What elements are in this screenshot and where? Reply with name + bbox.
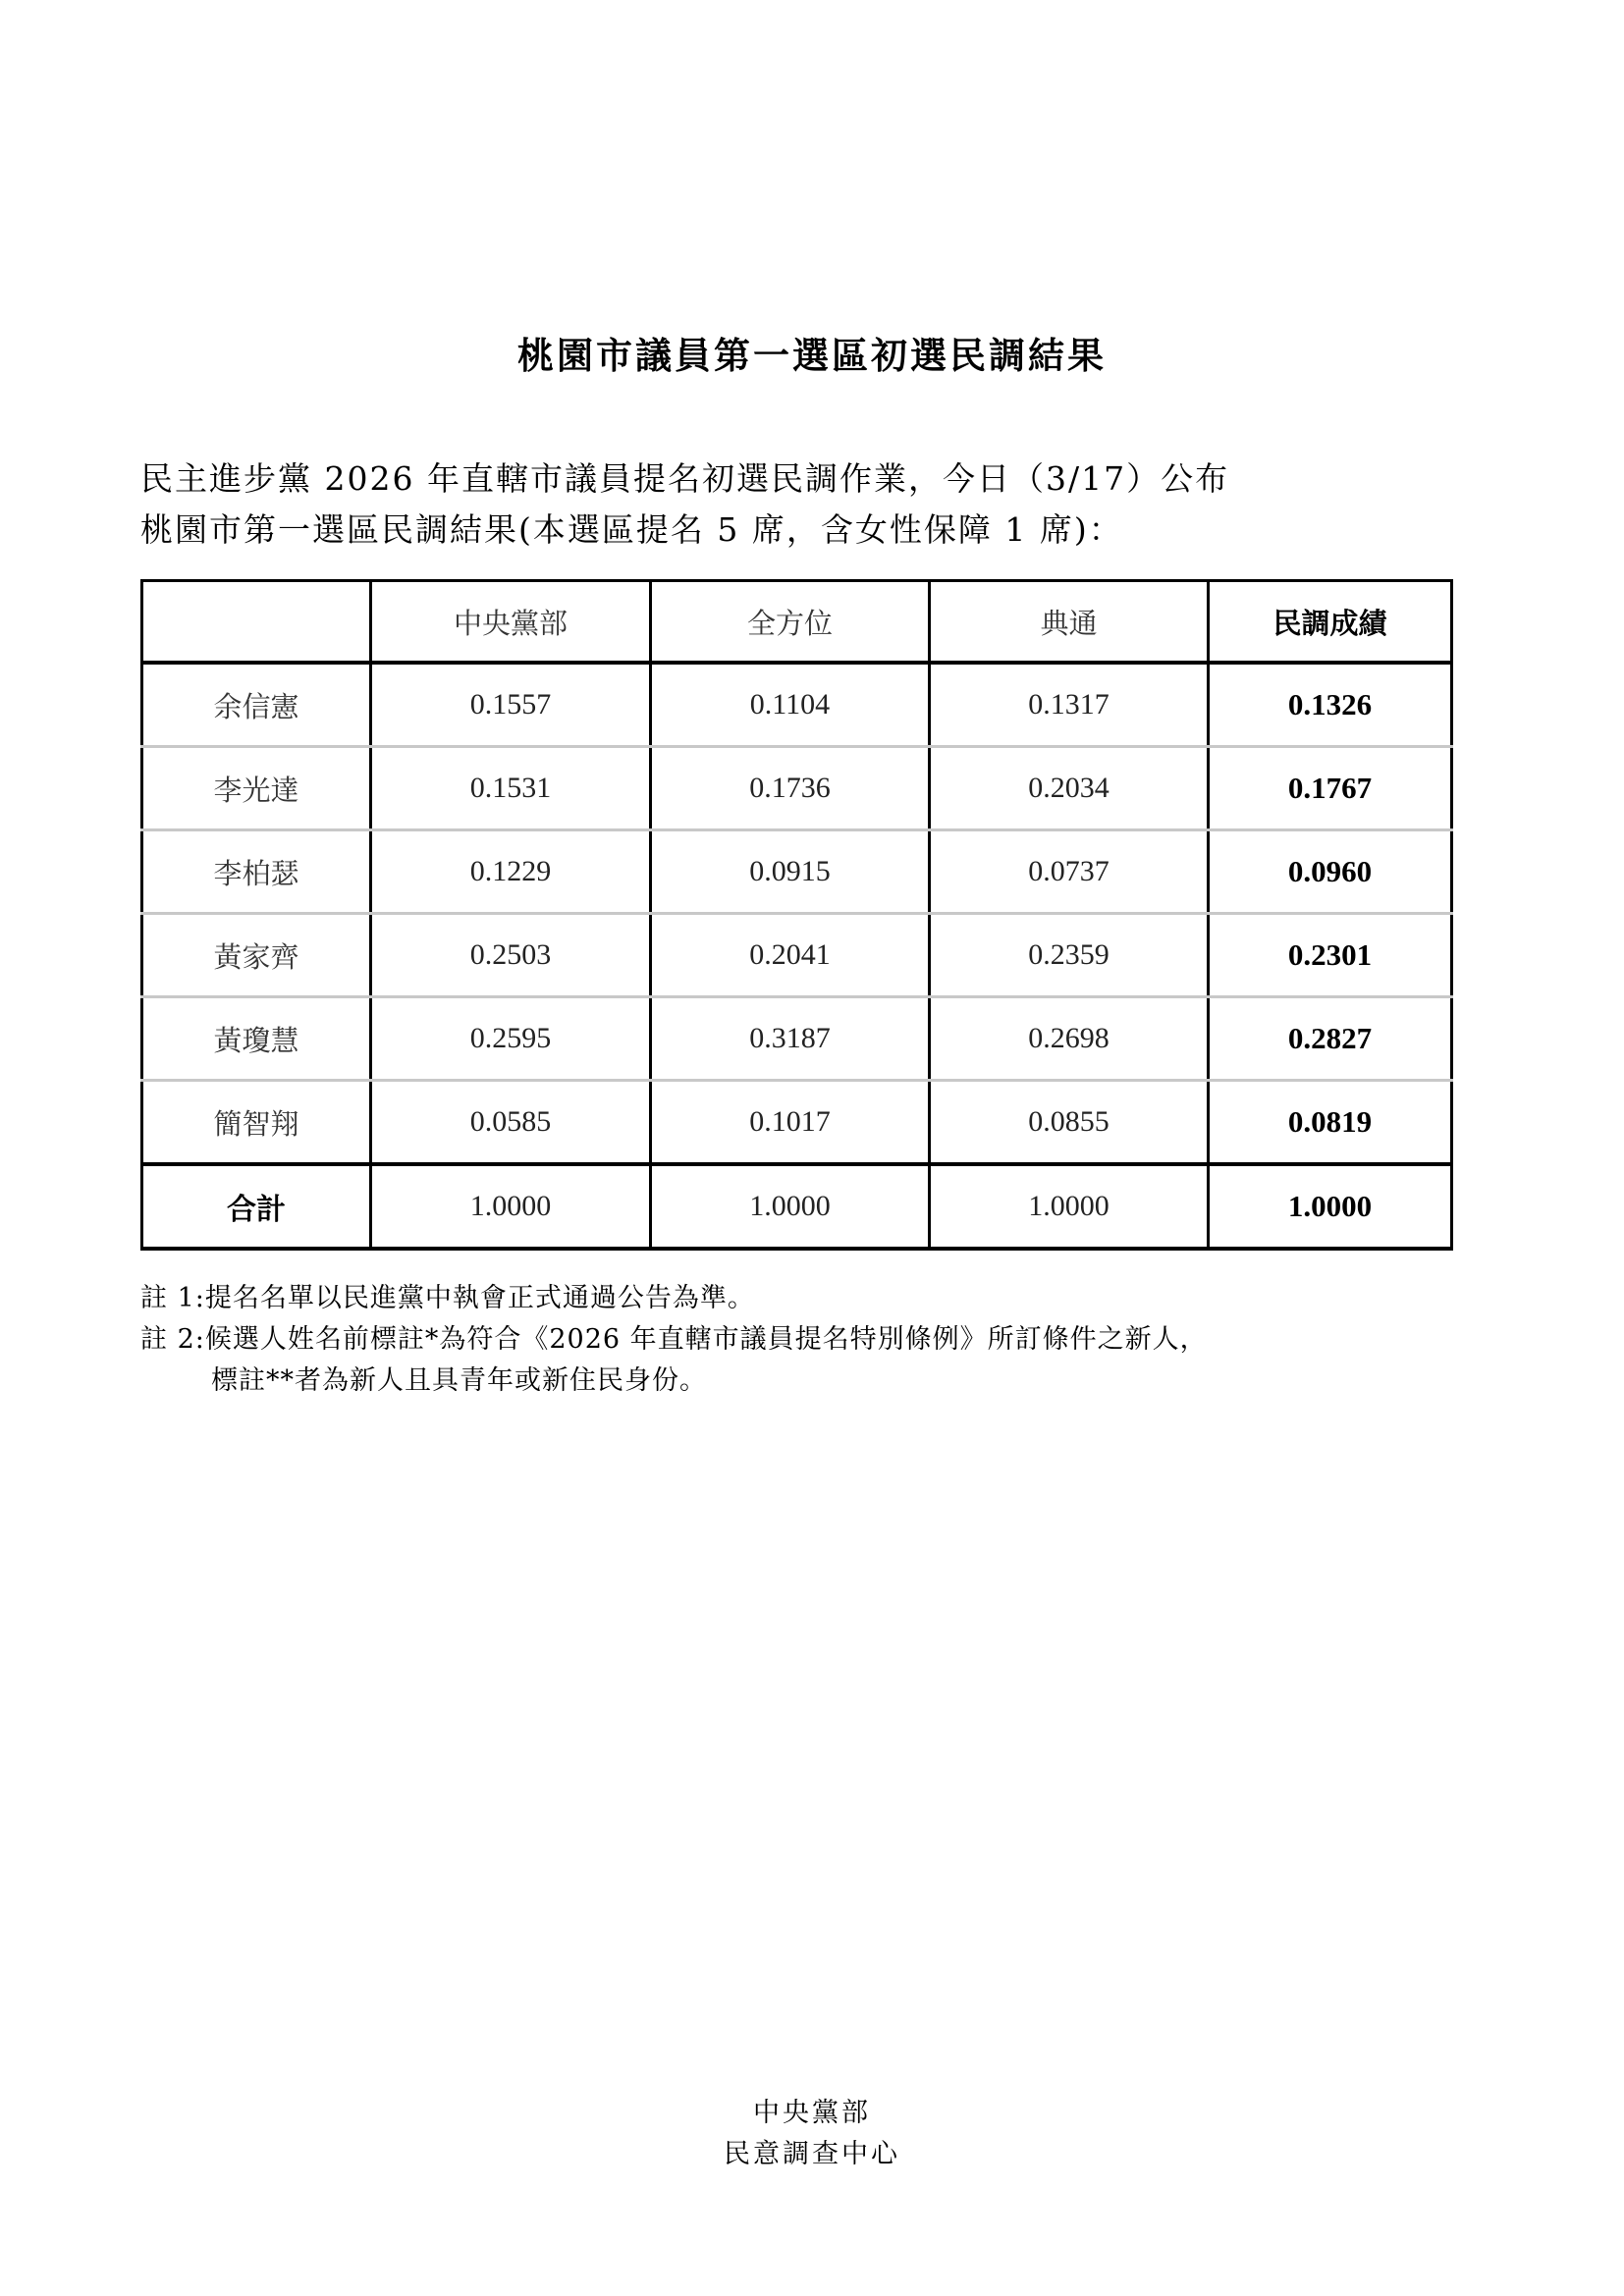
issuer-department: 中央黨部: [753, 2098, 871, 2128]
total-diantong: 1.0000: [930, 1164, 1209, 1249]
poll-score-value: 0.1767: [1209, 747, 1452, 830]
quanfangwei-value: 0.3187: [651, 997, 930, 1081]
central-value: 0.2503: [371, 914, 651, 997]
central-value: 0.1557: [371, 663, 651, 747]
central-value: 0.2595: [371, 997, 651, 1081]
header-diantong: 典通: [930, 581, 1209, 664]
intro-line-2: 桃園市第一選區民調結果(本選區提名 5 席，含女性保障 1 席)：: [140, 510, 1123, 549]
candidate-name: 簡智翔: [142, 1081, 371, 1165]
diantong-value: 0.2698: [930, 997, 1209, 1081]
quanfangwei-value: 0.2041: [651, 914, 930, 997]
poll-score-value: 0.2301: [1209, 914, 1452, 997]
quanfangwei-value: 0.1104: [651, 663, 930, 747]
table-row: [142, 830, 1452, 914]
diantong-value: 0.2359: [930, 914, 1209, 997]
header-central-party: 中央黨部: [371, 581, 651, 664]
diantong-value: 0.0855: [930, 1081, 1209, 1165]
central-value: 0.1229: [371, 830, 651, 914]
table-row: [142, 747, 1452, 830]
header-quanfangwei: 全方位: [651, 581, 930, 664]
table-total-row: [142, 1164, 1452, 1249]
table-row: [142, 1081, 1452, 1165]
document-title: 桃園市議員第一選區初選民調結果: [517, 334, 1107, 377]
header-empty-cell: [142, 581, 371, 664]
total-central: 1.0000: [371, 1164, 651, 1249]
poll-score-value: 0.0960: [1209, 830, 1452, 914]
candidate-name: 李光達: [142, 747, 371, 830]
table-header-row: [142, 581, 1452, 664]
total-quanfangwei: 1.0000: [651, 1164, 930, 1249]
quanfangwei-value: 0.0915: [651, 830, 930, 914]
candidate-name: 黃家齊: [142, 914, 371, 997]
intro-line-1: 民主進步黨 2026 年直轄市議員提名初選民調作業，今日（3/17）公布: [140, 459, 1230, 498]
poll-score-value: 0.1326: [1209, 663, 1452, 747]
note-2-line-1: 註 2:候選人姓名前標註*為符合《2026 年直轄市議員提名特別條例》所訂條件之新人，: [140, 1324, 1208, 1355]
intro-paragraph: [140, 454, 1229, 556]
diantong-value: 0.2034: [930, 747, 1209, 830]
footnotes: [140, 1278, 1208, 1402]
note-1: 註 1:提名名單以民進黨中執會正式通過公告為準。: [140, 1283, 755, 1313]
diantong-value: 0.1317: [930, 663, 1209, 747]
table-row: [142, 914, 1452, 997]
central-value: 0.1531: [371, 747, 651, 830]
total-label: 合計: [142, 1164, 371, 1249]
poll-results-table: [140, 579, 1453, 1251]
candidate-name: 黃瓊慧: [142, 997, 371, 1081]
diantong-value: 0.0737: [930, 830, 1209, 914]
quanfangwei-value: 0.1736: [651, 747, 930, 830]
poll-score-value: 0.0819: [1209, 1081, 1452, 1165]
quanfangwei-value: 0.1017: [651, 1081, 930, 1165]
issuer-signature: [0, 2093, 1624, 2175]
candidate-name: 李柏瑟: [142, 830, 371, 914]
central-value: 0.0585: [371, 1081, 651, 1165]
header-poll-score: 民調成績: [1209, 581, 1452, 664]
note-2-line-2: 標註**者為新人且具青年或新住民身份。: [211, 1365, 707, 1396]
table-row: [142, 997, 1452, 1081]
total-poll-score: 1.0000: [1209, 1164, 1452, 1249]
issuer-center: 民意調查中心: [724, 2139, 900, 2169]
poll-score-value: 0.2827: [1209, 997, 1452, 1081]
candidate-name: 余信憲: [142, 663, 371, 747]
table-row: [142, 663, 1452, 747]
